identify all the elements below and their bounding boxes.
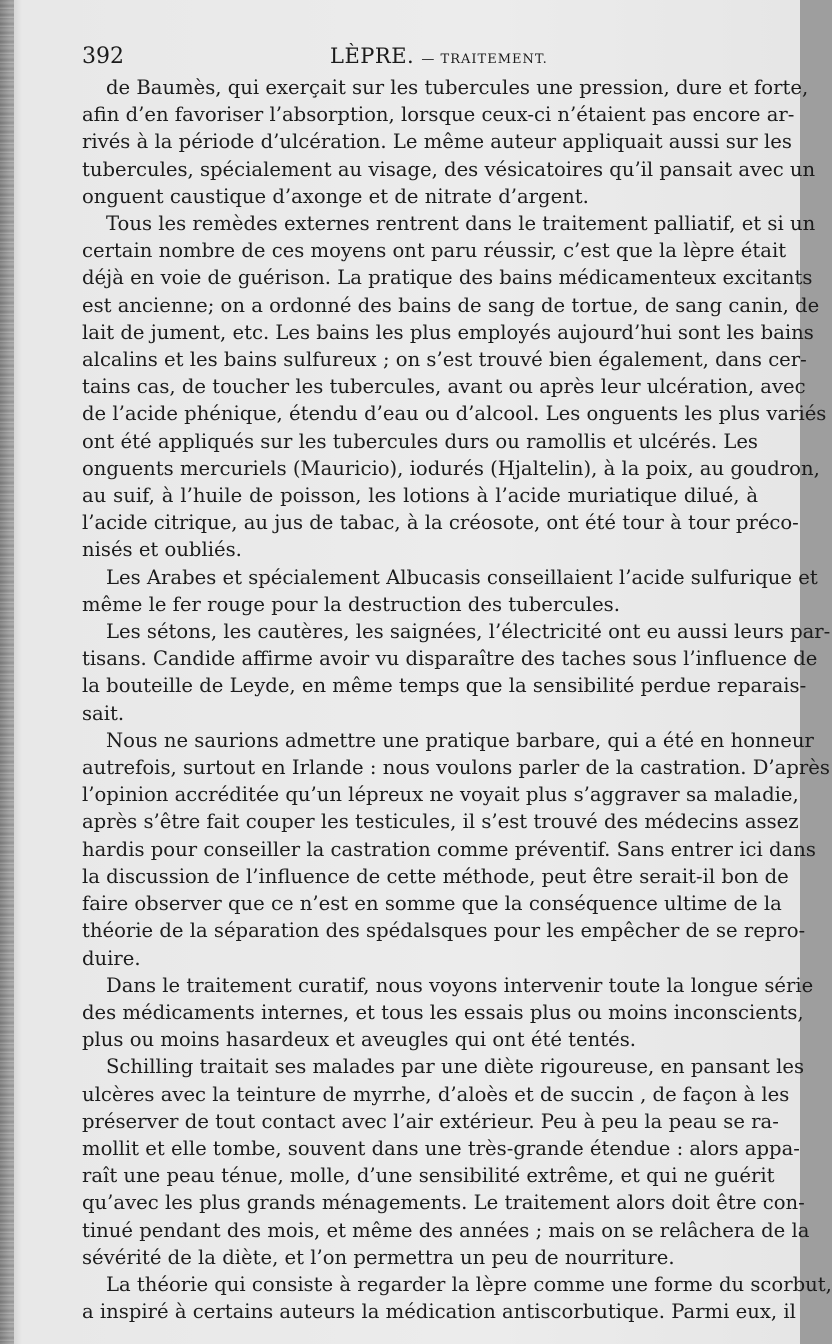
text-line: Tous les remèdes externes rentrent dans le traitement palliatif, et si un <box>106 212 816 236</box>
text-line: plus ou moins hasardeux et aveugles qui ont été tentés. <box>82 1028 637 1052</box>
body-text <box>82 74 832 1325</box>
text-line: tisans. Candide affirme avoir vu disparaître des taches sous l’influence de <box>82 647 818 671</box>
paragraph <box>82 564 818 618</box>
text-line: des médicaments internes, et tous les essais plus ou moins inconscients, <box>82 1000 804 1024</box>
binding-gutter <box>0 0 14 1344</box>
text-line: tains cas, de toucher les tubercules, avant ou après leur ulcération, avec <box>82 375 806 399</box>
text-line: onguent caustique d’axonge et de nitrate d’argent. <box>82 184 589 208</box>
text-line: Schilling traitait ses malades par une diète rigoureuse, en pansant les <box>106 1055 805 1079</box>
text-line: de l’acide phénique, étendu d’eau ou d’alcool. Les onguents les plus variés <box>82 402 827 426</box>
text-line: Les sétons, les cautères, les saignées, l’électricité ont eu aussi leurs par- <box>106 620 831 644</box>
text-line: sévérité de la diète, et l’on permettra un peu de nourriture. <box>82 1245 675 1269</box>
paragraph <box>82 1271 832 1325</box>
text-line: Nous ne saurions admettre une pratique barbare, qui a été en honneur <box>106 728 814 752</box>
paragraph <box>82 618 831 727</box>
page-header <box>82 40 758 74</box>
text-line: Dans le traitement curatif, nous voyons intervenir toute la longue série <box>106 973 814 997</box>
text-line: lait de jument, etc. Les bains les plus employés aujourd’hui sont les bains <box>82 320 814 344</box>
paragraph <box>82 74 816 210</box>
running-title-main: LÈPRE. <box>330 44 415 68</box>
text-line: onguents mercuriels (Mauricio), iodurés (Hjaltelin), à la poix, au goudron, <box>82 456 820 480</box>
text-line: l’opinion accréditée qu’un lépreux ne voyait plus s’aggraver sa maladie, <box>82 783 799 807</box>
page-number: 392 <box>82 44 124 69</box>
text-line: l’acide citrique, au jus de tabac, à la créosote, ont été tour à tour préco- <box>82 511 799 535</box>
text-line: ulcères avec la teinture de myrrhe, d’aloès et de succin , de façon à les <box>82 1082 790 1106</box>
text-line: autrefois, surtout en Irlande : nous voulons parler de la castration. D’après <box>82 756 830 780</box>
text-line: de Baumès, qui exerçait sur les tubercules une pression, dure et forte, <box>106 76 809 99</box>
text-line: hardis pour conseiller la castration comme préventif. Sans entrer ici dans <box>82 837 816 861</box>
text-line: Les Arabes et spécialement Albucasis conseillaient l’acide sulfurique et <box>106 565 818 589</box>
text-line: alcalins et les bains sulfureux ; on s’est trouvé bien également, dans cer- <box>82 348 807 372</box>
text-line: est ancienne; on a ordonné des bains de sang de tortue, de sang canin, de <box>82 293 820 317</box>
text-line: nisés et oubliés. <box>82 538 242 562</box>
text-line: même le fer rouge pour la destruction des tubercules. <box>82 592 620 616</box>
text-line: sait. <box>82 701 125 725</box>
running-title <box>330 44 548 68</box>
text-line: raît une peau ténue, molle, d’une sensibilité extrême, et qui ne guérit <box>82 1164 775 1188</box>
text-line: tubercules, spécialement au visage, des vésicatoires qu’il pansait avec un <box>82 157 816 181</box>
paragraph <box>82 727 830 972</box>
text-line: faire observer que ce n’est en somme que la conséquence ultime de la <box>82 892 782 916</box>
text-line: mollit et elle tombe, souvent dans une très-grande étendue : alors appa- <box>82 1136 800 1160</box>
text-line: préserver de tout contact avec l’air extérieur. Peu à peu la peau se ra- <box>82 1109 779 1133</box>
paragraph <box>82 1053 810 1271</box>
text-line: la discussion de l’influence de cette méthode, peut être serait-il bon de <box>82 864 789 888</box>
text-line: La théorie qui consiste à regarder la lèpre comme une forme du scorbut, <box>106 1272 832 1296</box>
text-line: rivés à la période d’ulcération. Le même auteur appliquait aussi sur les <box>82 130 792 154</box>
text-line: certain nombre de ces moyens ont paru réussir, c’est que la lèpre était <box>82 239 787 263</box>
text-line: déjà en voie de guérison. La pratique des bains médicamenteux excitants <box>82 266 813 290</box>
running-title-sub: — TRAITEMENT. <box>421 52 548 67</box>
paragraph <box>82 210 827 564</box>
text-line: qu’avec les plus grands ménagements. Le traitement alors doit être con- <box>82 1191 805 1215</box>
text-line: afin d’en favoriser l’absorption, lorsque ceux-ci n’étaient pas encore ar- <box>82 103 795 127</box>
text-line: duire. <box>82 946 141 970</box>
text-line: tinué pendant des mois, et même des années ; mais on se relâchera de la <box>82 1218 810 1242</box>
text-line: au suif, à l’huile de poisson, les lotions à l’acide muriatique dilué, à <box>82 484 758 508</box>
text-line: ont été appliqués sur les tubercules durs ou ramollis et ulcérés. Les <box>82 429 758 453</box>
text-line: théorie de la séparation des spédalsques pour les empêcher de se repro- <box>82 919 806 943</box>
text-line: après s’être fait couper les testicules, il s’est trouvé des médecins assez <box>82 810 799 834</box>
paragraph <box>82 972 814 1054</box>
text-line: a inspiré à certains auteurs la médication antiscorbutique. Parmi eux, il <box>82 1300 796 1324</box>
text-line: la bouteille de Leyde, en même temps que la sensibilité perdue reparais- <box>82 674 807 698</box>
